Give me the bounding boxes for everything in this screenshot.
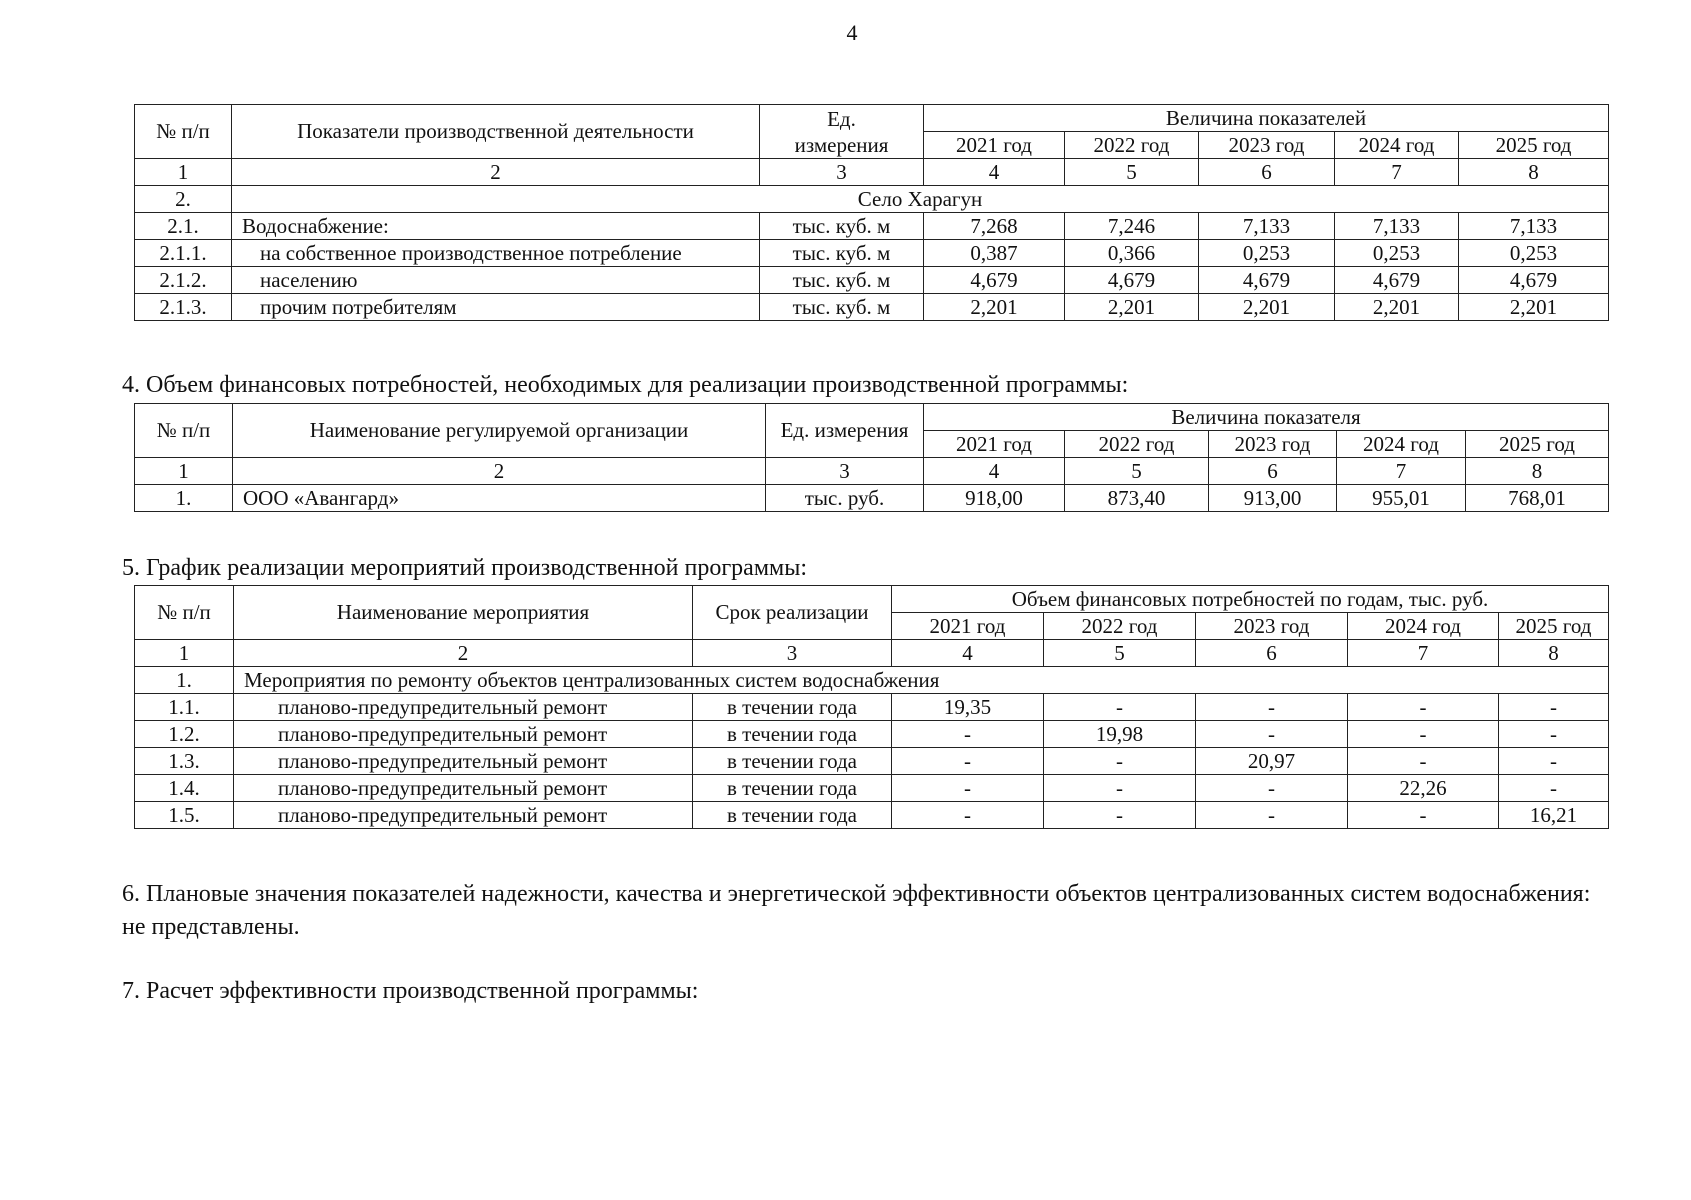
header-year: 2024 год <box>1335 132 1459 159</box>
row-name: Водоснабжение: <box>232 213 760 240</box>
row-value: 873,40 <box>1065 485 1209 512</box>
row-name: населению <box>232 267 760 294</box>
row-value: - <box>1044 748 1196 775</box>
row-value: 2,201 <box>1065 294 1199 321</box>
row-value: 768,01 <box>1466 485 1609 512</box>
section-title: Мероприятия по ремонту объектов централизованных систем водоснабжения <box>234 667 1609 694</box>
header-year: 2024 год <box>1337 431 1466 458</box>
col-number: 5 <box>1044 640 1196 667</box>
col-number: 7 <box>1335 159 1459 186</box>
row-value: - <box>1196 721 1348 748</box>
table-header-row <box>135 105 1609 132</box>
header-year: 2021 год <box>924 132 1065 159</box>
row-value: 4,679 <box>1335 267 1459 294</box>
row-num: 1.1. <box>135 694 234 721</box>
row-value: 20,97 <box>1196 748 1348 775</box>
table-row <box>135 721 1609 748</box>
row-value: - <box>892 748 1044 775</box>
section-6-text: 6. Плановые значения показателей надежности, качества и энергетической эффективности объектов централизованных систем водоснабжения: не представлены. <box>122 881 1591 940</box>
table-row <box>135 213 1609 240</box>
row-term: в течении года <box>693 748 892 775</box>
row-value: - <box>1348 721 1499 748</box>
row-value: 4,679 <box>1065 267 1199 294</box>
col-number: 2 <box>234 640 693 667</box>
header-year: 2022 год <box>1065 132 1199 159</box>
row-value: - <box>892 775 1044 802</box>
row-value: 0,366 <box>1065 240 1199 267</box>
row-name: ООО «Авангард» <box>233 485 766 512</box>
row-value: 0,253 <box>1459 240 1609 267</box>
header-event: Наименование мероприятия <box>234 586 693 640</box>
col-number: 4 <box>924 159 1065 186</box>
row-unit: тыс. куб. м <box>760 240 924 267</box>
row-name: планово-предупредительный ремонт <box>234 721 693 748</box>
col-number: 1 <box>135 159 232 186</box>
table-row <box>135 294 1609 321</box>
header-num: № п/п <box>135 586 234 640</box>
row-value: 918,00 <box>924 485 1065 512</box>
col-number: 1 <box>135 640 234 667</box>
table-row <box>135 240 1609 267</box>
row-term: в течении года <box>693 694 892 721</box>
header-year: 2025 год <box>1459 132 1609 159</box>
row-term: в течении года <box>693 775 892 802</box>
row-name: на собственное производственное потребление <box>232 240 760 267</box>
section-title: Село Харагун <box>232 186 1609 213</box>
col-number: 1 <box>135 458 233 485</box>
col-number: 3 <box>693 640 892 667</box>
col-number: 2 <box>233 458 766 485</box>
row-value: - <box>1348 802 1499 829</box>
row-value: - <box>1044 775 1196 802</box>
row-unit: тыс. куб. м <box>760 213 924 240</box>
col-number: 6 <box>1199 159 1335 186</box>
row-unit: тыс. куб. м <box>760 267 924 294</box>
table-row <box>135 775 1609 802</box>
table-row <box>135 485 1609 512</box>
row-value: - <box>1196 775 1348 802</box>
row-value: 7,268 <box>924 213 1065 240</box>
row-value: - <box>1499 775 1609 802</box>
header-year: 2022 год <box>1044 613 1196 640</box>
row-num: 2.1.3. <box>135 294 232 321</box>
col-number: 2 <box>232 159 760 186</box>
header-year: 2023 год <box>1209 431 1337 458</box>
row-value: - <box>1196 694 1348 721</box>
row-value: 22,26 <box>1348 775 1499 802</box>
row-name: планово-предупредительный ремонт <box>234 802 693 829</box>
section-4-heading: 4. Объем финансовых потребностей, необходимых для реализации производственной программы: <box>122 372 1129 398</box>
row-value: 4,679 <box>1199 267 1335 294</box>
row-value: 4,679 <box>924 267 1065 294</box>
section-num: 2. <box>135 186 232 213</box>
row-num: 1. <box>135 485 233 512</box>
row-value: 7,133 <box>1335 213 1459 240</box>
row-value: 0,253 <box>1199 240 1335 267</box>
row-name: планово-предупредительный ремонт <box>234 694 693 721</box>
header-year: 2022 год <box>1065 431 1209 458</box>
row-value: - <box>1044 694 1196 721</box>
column-number-row <box>135 640 1609 667</box>
header-year: 2021 год <box>924 431 1065 458</box>
header-year: 2024 год <box>1348 613 1499 640</box>
row-num: 2.1. <box>135 213 232 240</box>
table-header-row <box>135 586 1609 613</box>
col-number: 5 <box>1065 159 1199 186</box>
row-value: 2,201 <box>924 294 1065 321</box>
row-num: 2.1.1. <box>135 240 232 267</box>
header-group: Величина показателей <box>924 105 1609 132</box>
row-value: 4,679 <box>1459 267 1609 294</box>
row-value: 2,201 <box>1335 294 1459 321</box>
row-name: планово-предупредительный ремонт <box>234 775 693 802</box>
section-num: 1. <box>135 667 234 694</box>
row-term: в течении года <box>693 721 892 748</box>
row-value: - <box>892 721 1044 748</box>
header-unit: Ед. измерения <box>766 404 924 458</box>
col-number: 8 <box>1466 458 1609 485</box>
row-value: - <box>1348 748 1499 775</box>
col-number: 4 <box>892 640 1044 667</box>
table-row <box>135 694 1609 721</box>
row-unit: тыс. руб. <box>766 485 924 512</box>
section-5-heading: 5. График реализации мероприятий производственной программы: <box>122 555 807 581</box>
col-number: 5 <box>1065 458 1209 485</box>
header-group: Объем финансовых потребностей по годам, тыс. руб. <box>892 586 1609 613</box>
financial-needs-table <box>134 403 1609 512</box>
row-value: 7,133 <box>1459 213 1609 240</box>
header-year: 2025 год <box>1466 431 1609 458</box>
row-value: 19,35 <box>892 694 1044 721</box>
header-year: 2021 год <box>892 613 1044 640</box>
row-value: 0,253 <box>1335 240 1459 267</box>
row-name: прочим потребителям <box>232 294 760 321</box>
row-value: 16,21 <box>1499 802 1609 829</box>
header-year: 2023 год <box>1196 613 1348 640</box>
row-value: - <box>1499 748 1609 775</box>
col-number: 4 <box>924 458 1065 485</box>
row-value: - <box>1044 802 1196 829</box>
row-value: - <box>1499 694 1609 721</box>
table-row <box>135 802 1609 829</box>
header-num: № п/п <box>135 105 232 159</box>
row-value: - <box>1196 802 1348 829</box>
col-number: 3 <box>760 159 924 186</box>
row-value: 955,01 <box>1337 485 1466 512</box>
column-number-row <box>135 458 1609 485</box>
table-row <box>135 748 1609 775</box>
row-value: 2,201 <box>1459 294 1609 321</box>
col-number: 8 <box>1459 159 1609 186</box>
production-indicators-table <box>134 104 1609 321</box>
row-value: 913,00 <box>1209 485 1337 512</box>
row-term: в течении года <box>693 802 892 829</box>
header-group: Величина показателя <box>924 404 1609 431</box>
row-num: 1.2. <box>135 721 234 748</box>
section-row <box>135 186 1609 213</box>
col-number: 7 <box>1348 640 1499 667</box>
column-number-row <box>135 159 1609 186</box>
row-value: 7,133 <box>1199 213 1335 240</box>
col-number: 3 <box>766 458 924 485</box>
header-year: 2023 год <box>1199 132 1335 159</box>
header-org: Наименование регулируемой организации <box>233 404 766 458</box>
row-num: 1.3. <box>135 748 234 775</box>
header-unit: Ед. измерения <box>760 105 924 159</box>
row-name: планово-предупредительный ремонт <box>234 748 693 775</box>
events-schedule-table <box>134 585 1609 829</box>
header-num: № п/п <box>135 404 233 458</box>
row-value: - <box>1499 721 1609 748</box>
row-value: 2,201 <box>1199 294 1335 321</box>
row-value: 7,246 <box>1065 213 1199 240</box>
section-7-heading: 7. Расчет эффективности производственной программы: <box>122 978 699 1004</box>
section-row <box>135 667 1609 694</box>
row-num: 1.5. <box>135 802 234 829</box>
row-value: - <box>892 802 1044 829</box>
col-number: 8 <box>1499 640 1609 667</box>
row-unit: тыс. куб. м <box>760 294 924 321</box>
row-value: 19,98 <box>1044 721 1196 748</box>
page-number: 4 <box>846 20 858 45</box>
col-number: 6 <box>1209 458 1337 485</box>
col-number: 7 <box>1337 458 1466 485</box>
header-term: Срок реализации <box>693 586 892 640</box>
row-value: - <box>1348 694 1499 721</box>
row-value: 0,387 <box>924 240 1065 267</box>
row-num: 2.1.2. <box>135 267 232 294</box>
header-indicator: Показатели производственной деятельности <box>232 105 760 159</box>
col-number: 6 <box>1196 640 1348 667</box>
table-row <box>135 267 1609 294</box>
table-header-row <box>135 404 1609 431</box>
row-num: 1.4. <box>135 775 234 802</box>
header-year: 2025 год <box>1499 613 1609 640</box>
